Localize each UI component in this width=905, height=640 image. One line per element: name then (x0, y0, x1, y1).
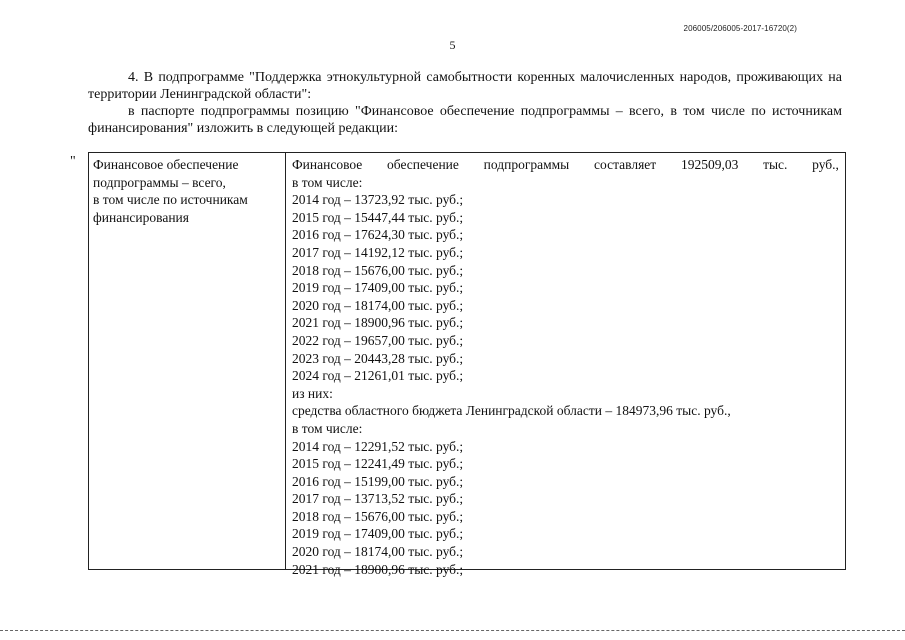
financing-line: 2016 год – 15199,00 тыс. руб.; (292, 473, 464, 489)
opening-quote: " (70, 154, 76, 169)
left-cell-line: Финансовое обеспечение (93, 157, 239, 172)
financing-line: из них: (292, 385, 333, 401)
word: тыс. (763, 157, 788, 172)
financing-line: 2015 год – 15447,44 тыс. руб.; (292, 209, 464, 225)
word: руб., (812, 157, 839, 172)
document-id: 206005/206005-2017-16720(2) (683, 24, 797, 33)
financing-line: 2019 год – 17409,00 тыс. руб.; (292, 526, 464, 542)
financing-line: в том числе: (292, 174, 363, 190)
word: 192509,03 (680, 157, 739, 172)
paragraph-item-4 (88, 69, 842, 103)
paragraph-text: 4. В подпрограмме "Поддержка этнокультурной самобытности коренных малочисленных народов, проживающих на территории Ленинградской области": (88, 70, 842, 102)
word: составляет (594, 157, 657, 172)
paragraph-passport (88, 103, 842, 137)
financing-line: 2018 год – 15676,00 тыс. руб.; (292, 262, 464, 278)
financing-line: 2017 год – 14192,12 тыс. руб.; (292, 244, 464, 260)
financing-line: 2015 год – 12241,49 тыс. руб.; (292, 456, 464, 472)
word: подпрограммы (483, 157, 570, 172)
word: Финансовое (292, 157, 363, 172)
financing-line: 2023 год – 20443,28 тыс. руб.; (292, 350, 464, 366)
financing-line: 2022 год – 19657,00 тыс. руб.; (292, 332, 464, 348)
financing-line: 2014 год – 13723,92 тыс. руб.; (292, 192, 464, 208)
page-number: 5 (449, 38, 456, 52)
financing-line: в том числе: (292, 420, 363, 436)
left-cell-line: подпрограммы – всего, (93, 174, 226, 190)
left-cell-line: финансирования (93, 209, 189, 225)
financing-line: 2018 год – 15676,00 тыс. руб.; (292, 508, 464, 524)
financing-line: 2021 год – 18900,96 тыс. руб.; (292, 315, 464, 331)
total-financing-line (292, 156, 839, 174)
financing-line: 2016 год – 17624,30 тыс. руб.; (292, 227, 464, 243)
financing-line: средства областного бюджета Ленинградской области – 184973,96 тыс. руб., (292, 403, 731, 419)
financing-line: 2020 год – 18174,00 тыс. руб.; (292, 544, 464, 560)
financing-line: 2014 год – 12291,52 тыс. руб.; (292, 438, 464, 454)
financing-line: 2017 год – 13713,52 тыс. руб.; (292, 491, 464, 507)
paragraph-text: в паспорте подпрограммы позицию "Финансовое обеспечение подпрограммы – всего, в том числе по источникам финансирования" изложить в следующей редакции: (88, 104, 842, 136)
word: обеспечение (387, 157, 459, 172)
financing-line: 2024 год – 21261,01 тыс. руб.; (292, 368, 464, 384)
table-right-cell (286, 153, 845, 577)
page-bottom-rule (0, 630, 905, 631)
left-cell-line: в том числе по источникам (93, 192, 248, 208)
financing-line: 2020 год – 18174,00 тыс. руб.; (292, 297, 464, 313)
table-left-cell (89, 153, 286, 569)
financing-line: 2021 год – 18900,96 тыс. руб.; (292, 561, 464, 577)
financing-table (88, 152, 846, 577)
financing-line: 2019 год – 17409,00 тыс. руб.; (292, 280, 464, 296)
financing-lines (292, 174, 839, 579)
